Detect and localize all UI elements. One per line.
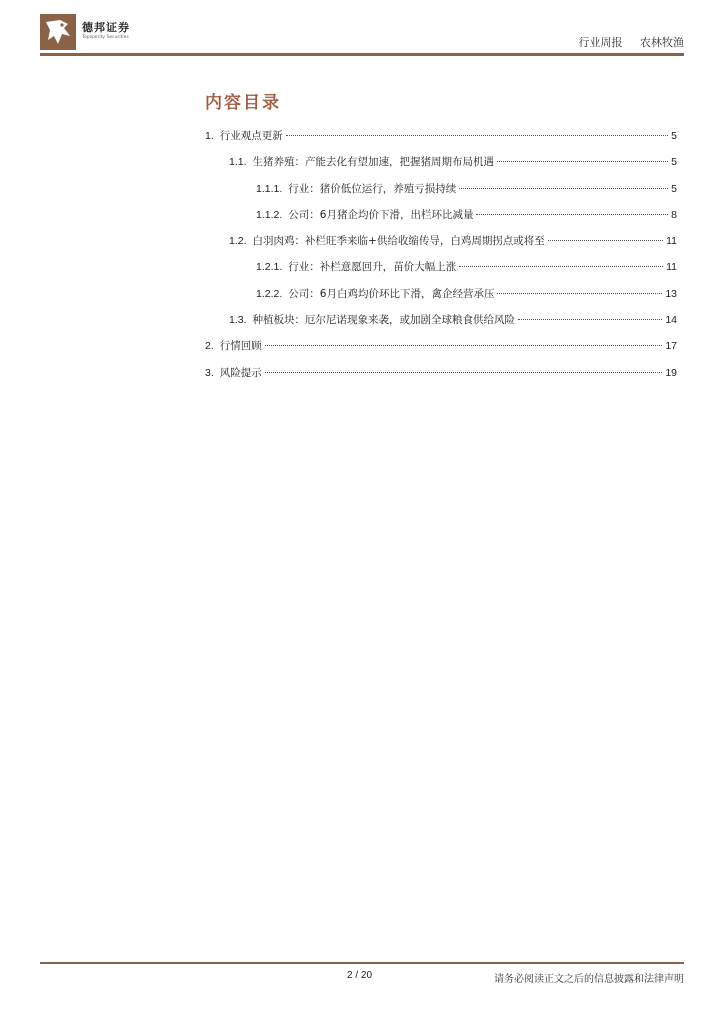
toc-entry-title: 种植板块：厄尔尼诺现象来袭，或加剧全球粮食供给风险 <box>252 314 516 327</box>
toc-entry[interactable] <box>205 207 677 233</box>
toc-entry-page: 5 <box>671 182 677 195</box>
toc-entry-number: 3. <box>205 366 214 379</box>
sector-name: 农林牧渔 <box>640 36 684 49</box>
toc-entry-page: 8 <box>671 208 677 221</box>
toc-entry-number: 1.2.1. <box>256 261 283 274</box>
brand-subtitle: Topsperity Securities <box>82 35 129 40</box>
toc-entry[interactable] <box>205 154 677 180</box>
toc-entry-title: 生猪养殖：产能去化有望加速，把握猪周期布局机遇 <box>252 156 495 169</box>
toc-entry-page: 5 <box>671 130 677 142</box>
toc-entry-page: 5 <box>671 156 677 169</box>
toc-entry-number: 1.1.2. <box>256 208 283 221</box>
toc-entry[interactable] <box>205 338 677 364</box>
toc-leader-dots <box>548 240 663 241</box>
toc-entry-title: 行情回顾 <box>219 340 262 353</box>
toc-entry-number: 1.1. <box>229 156 247 169</box>
toc-entry-page: 19 <box>665 366 677 379</box>
page-number: 2 / 20 <box>347 970 373 981</box>
toc-entry-title: 白羽肉鸡：补栏旺季来临+供给收缩传导，白鸡周期拐点或将至 <box>252 235 545 248</box>
toc-leader-dots <box>265 345 663 346</box>
toc-entry[interactable] <box>205 286 677 312</box>
toc-entry-title: 行业观点更新 <box>219 130 283 142</box>
toc-leader-dots <box>459 188 668 189</box>
toc-leader-dots <box>518 319 662 320</box>
toc-leader-dots <box>476 214 668 215</box>
toc-entry[interactable] <box>205 312 677 338</box>
toc-leader-dots <box>286 135 668 136</box>
toc-entry-page: 17 <box>665 340 677 353</box>
brand-logo <box>40 14 150 50</box>
report-type: 行业周报 <box>578 36 623 49</box>
toc-entry-number: 1.2. <box>229 235 247 248</box>
toc-entry[interactable] <box>205 233 677 259</box>
toc-entry-page: 11 <box>666 261 677 274</box>
brand-name: 德邦证券 <box>82 21 130 34</box>
toc-entry[interactable] <box>205 259 677 285</box>
toc-title: 内容目录 <box>205 93 281 113</box>
toc-entry-title: 公司：6月白鸡均价环比下滑，禽企经营承压 <box>288 287 495 300</box>
footer-divider <box>40 962 684 964</box>
legal-disclaimer: 请务必阅读正文之后的信息披露和法律声明 <box>494 974 684 985</box>
toc-entry[interactable] <box>205 365 677 391</box>
toc-entry-page: 14 <box>665 314 677 327</box>
toc-entry[interactable] <box>205 181 677 207</box>
toc-entry-title: 行业：补栏意愿回升，苗价大幅上涨 <box>288 261 457 274</box>
brand-logo-icon <box>40 14 76 50</box>
toc-entry-number: 1.3. <box>229 314 247 327</box>
toc-entry-page: 11 <box>666 235 677 248</box>
toc-entry-number: 1. <box>205 130 214 142</box>
toc-leader-dots <box>265 372 663 373</box>
toc-entry-number: 1.2.2. <box>256 287 283 300</box>
toc-leader-dots <box>497 161 668 162</box>
toc-entry-title: 行业：猪价低位运行，养殖亏损持续 <box>288 182 457 195</box>
toc-entry-page: 13 <box>665 287 677 300</box>
toc-leader-dots <box>497 293 662 294</box>
table-of-contents <box>205 128 677 391</box>
toc-entry-title: 公司：6月猪企均价下滑，出栏环比减量 <box>288 208 474 221</box>
toc-entry-number: 2. <box>205 340 214 353</box>
header-divider <box>40 53 684 56</box>
report-category <box>579 34 685 50</box>
toc-entry-number: 1.1.1. <box>256 182 283 195</box>
toc-entry-title: 风险提示 <box>219 366 262 379</box>
toc-leader-dots <box>459 266 663 267</box>
toc-entry[interactable] <box>205 128 677 154</box>
